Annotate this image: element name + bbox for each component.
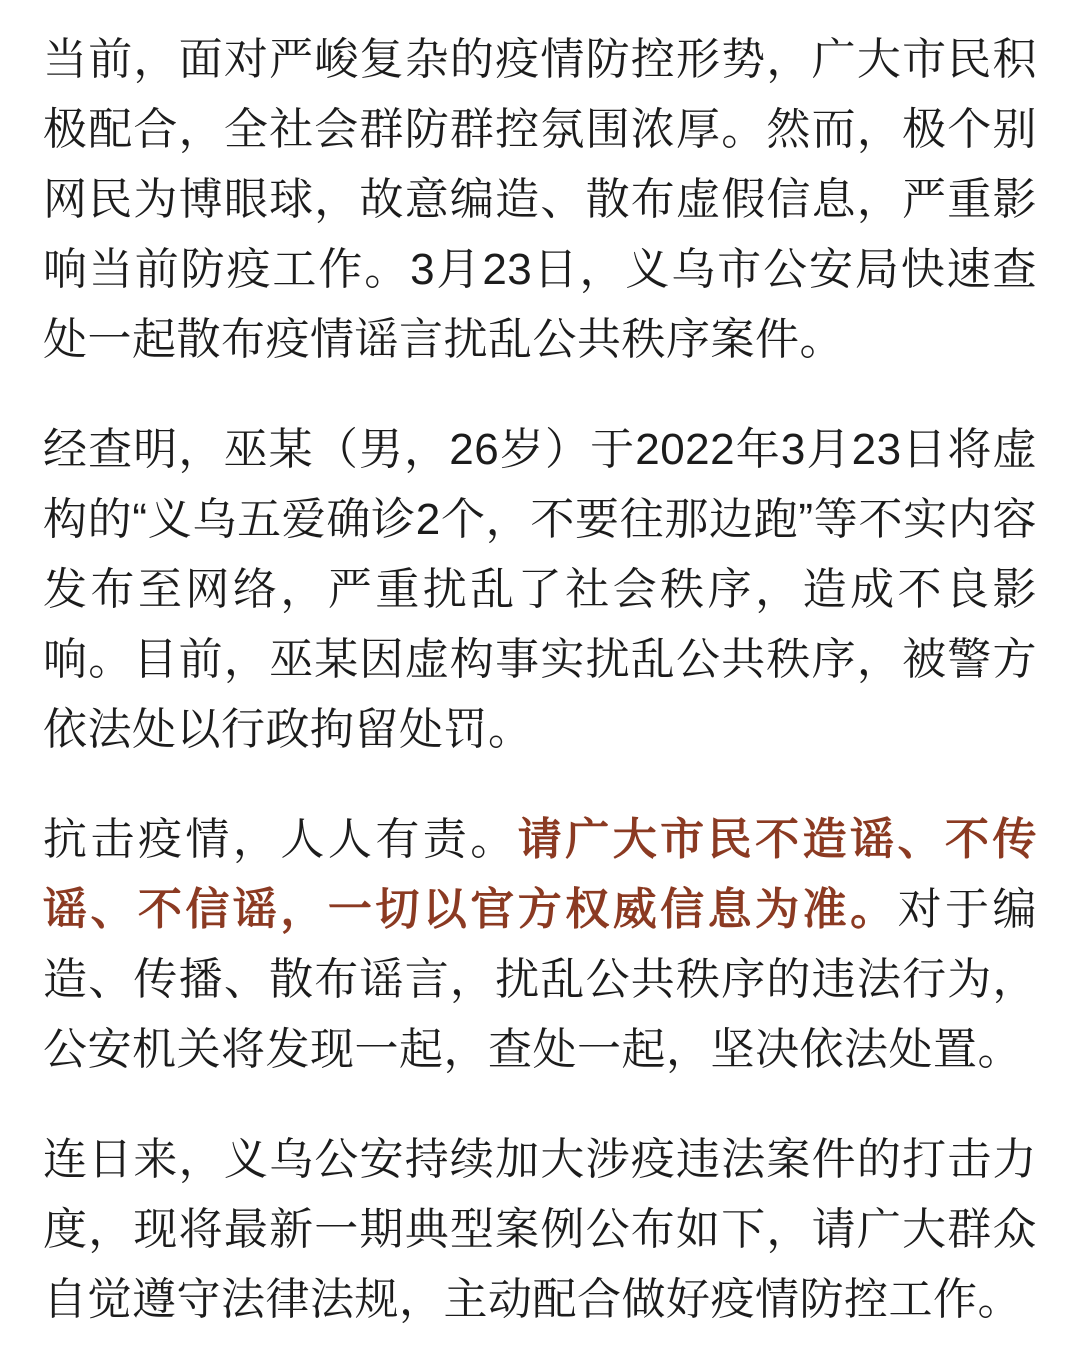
text-run: 抗击疫情，人人有责。 bbox=[43, 815, 518, 864]
paragraph bbox=[43, 805, 1037, 1085]
text-run: 经查明，巫某（男，26岁）于2022年3月23日将虚构的“义乌五爱确诊2个，不要往那边跑”等不实内容发布至网络，严重扰乱了社会秩序，造成不良影响。目前，巫某因虚构事实扰乱公共秩序，被警方依法处以行政拘留处罚。 bbox=[43, 425, 1037, 754]
paragraph bbox=[43, 415, 1037, 765]
paragraph bbox=[43, 1125, 1037, 1335]
paragraph bbox=[43, 25, 1037, 375]
text-run: 连日来，义乌公安持续加大涉疫违法案件的打击力度，现将最新一期典型案例公布如下，请广大群众自觉遵守法律法规，主动配合做好疫情防控工作。 bbox=[43, 1135, 1037, 1324]
emphasized-text-run: 请广大市民不造谣、不传谣、不信谣，一切以官方权威信息为准。 bbox=[43, 815, 1037, 934]
text-run: 当前，面对严峻复杂的疫情防控形势，广大市民积极配合，全社会群防群控氛围浓厚。然而，极个别网民为博眼球，故意编造、散布虚假信息，严重影响当前防疫工作。3月23日，义乌市公安局快速查处一起散布疫情谣言扰乱公共秩序案件。 bbox=[43, 35, 1037, 364]
text-run: 对于编造、传播、散布谣言，扰乱公共秩序的违法行为，公安机关将发现一起，查处一起，坚决依法处置。 bbox=[43, 885, 1038, 1074]
